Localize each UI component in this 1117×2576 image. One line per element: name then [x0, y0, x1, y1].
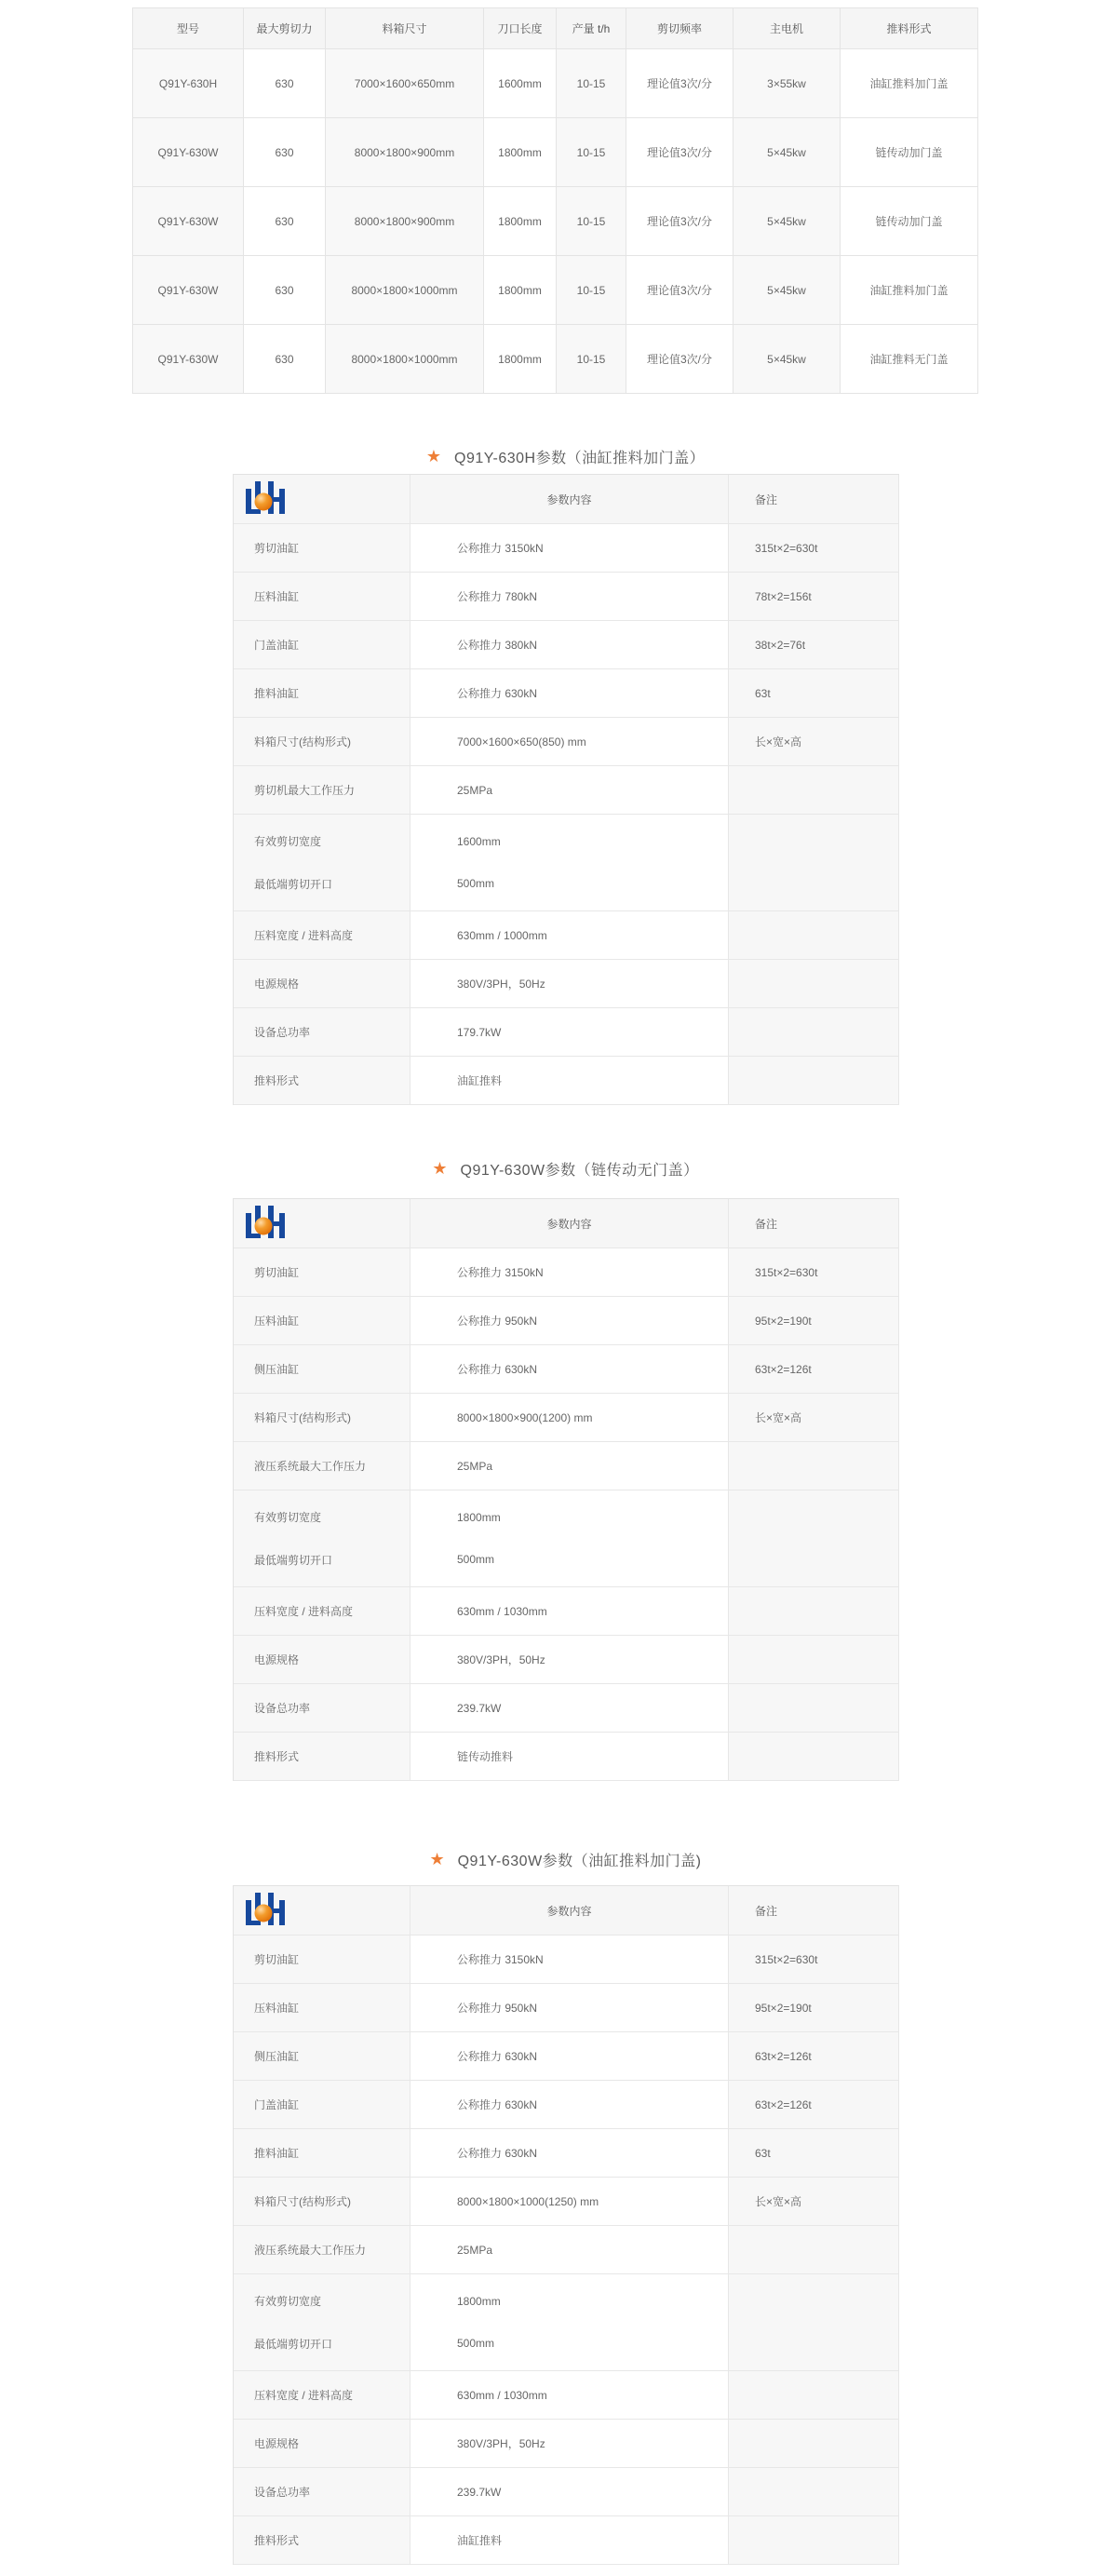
- spec-cell: 1800mm: [484, 118, 557, 187]
- param-label-cell: 侧压油缸: [234, 2032, 410, 2081]
- param-value-cell: 380V/3PH，50Hz: [410, 1636, 729, 1684]
- param-label-cell: 门盖油缸: [234, 621, 410, 669]
- param-table-q91y-630w-cylinder: [233, 1885, 899, 2565]
- spec-cell: Q91Y-630W: [133, 256, 244, 325]
- param-value-cell: 公称推力 630kN: [410, 2129, 729, 2178]
- param-value-cell: 公称推力 950kN: [410, 1297, 729, 1345]
- param-label-cell: 推料油缸: [234, 2129, 410, 2178]
- param-label-cell: 料箱尺寸(结构形式): [234, 718, 410, 766]
- spec-cell: 630: [244, 118, 326, 187]
- param-value-cell: 25MPa: [410, 766, 729, 815]
- spec-cell: 10-15: [557, 325, 626, 394]
- param-label: 有效剪切宽度: [254, 1511, 322, 1525]
- param-value-cell: 380V/3PH，50Hz: [410, 2420, 729, 2468]
- param-value-cell: 7000×1600×650(850) mm: [410, 718, 729, 766]
- param-note-cell: [729, 2468, 899, 2516]
- param-value-cell: 公称推力 630kN: [410, 669, 729, 718]
- param-note-cell: [729, 2516, 899, 2565]
- table-header-logo-cell: [234, 1199, 410, 1248]
- param-note-cell: 78t×2=156t: [729, 573, 899, 621]
- spec-cell: 10-15: [557, 118, 626, 187]
- param-note-cell: [729, 1057, 899, 1105]
- param-note-cell: 长×宽×高: [729, 718, 899, 766]
- param-label-cell: 剪切机最大工作压力: [234, 766, 410, 815]
- param-label-cell: 压料油缸: [234, 1984, 410, 2032]
- param-label-cell: 设备总功率: [234, 1684, 410, 1733]
- param-label: 最低端剪切开口: [254, 1553, 333, 1567]
- column-header-shear-frequency: 剪切频率: [626, 8, 733, 49]
- section-title-text: Q91Y-630W参数（油缸推料加门盖): [457, 1853, 702, 1869]
- spec-cell: 理论值3次/分: [626, 325, 733, 394]
- section-title-q91y-630h: [233, 446, 898, 466]
- param-label: 有效剪切宽度: [254, 835, 322, 849]
- param-label-cell: 压料油缸: [234, 1297, 410, 1345]
- param-note-cell: [729, 2420, 899, 2468]
- param-note-cell: 长×宽×高: [729, 2178, 899, 2226]
- brand-logo-icon: [245, 480, 286, 518]
- spec-cell: 630: [244, 49, 326, 118]
- param-label-cell: 推料形式: [234, 2516, 410, 2565]
- spec-cell: 理论值3次/分: [626, 118, 733, 187]
- param-label-cell: [234, 815, 410, 911]
- spec-cell: Q91Y-630H: [133, 49, 244, 118]
- spec-cell: 7000×1600×650mm: [326, 49, 484, 118]
- spec-cell: 理论值3次/分: [626, 49, 733, 118]
- param-label-cell: 门盖油缸: [234, 2081, 410, 2129]
- param-note-cell: 315t×2=630t: [729, 524, 899, 573]
- spec-cell: 1800mm: [484, 325, 557, 394]
- column-header-max-shear-force: 最大剪切力: [244, 8, 326, 49]
- param-value: 1800mm: [457, 1510, 501, 1524]
- param-note-cell: 长×宽×高: [729, 1394, 899, 1442]
- param-note-cell: [729, 1490, 899, 1587]
- param-value-cell: [410, 1490, 729, 1587]
- param-note-cell: [729, 2274, 899, 2371]
- param-note-cell: 315t×2=630t: [729, 1248, 899, 1297]
- spec-cell: 8000×1800×900mm: [326, 187, 484, 256]
- table-header-note: 备注: [729, 1886, 899, 1935]
- param-label-cell: 压料宽度 / 进料高度: [234, 2371, 410, 2420]
- param-note-cell: [729, 1733, 899, 1781]
- param-label: 最低端剪切开口: [254, 2337, 333, 2351]
- param-label-cell: 剪切油缸: [234, 1935, 410, 1984]
- spec-cell: 5×45kw: [733, 187, 841, 256]
- spec-cell: 5×45kw: [733, 118, 841, 187]
- param-label-cell: [234, 2274, 410, 2371]
- param-note-cell: [729, 2226, 899, 2274]
- spec-cell: 630: [244, 256, 326, 325]
- table-header-param: 参数内容: [410, 1886, 729, 1935]
- spec-cell: 630: [244, 325, 326, 394]
- param-value: 500mm: [457, 1553, 495, 1567]
- param-value-cell: 公称推力 3150kN: [410, 524, 729, 573]
- param-label-cell: 压料宽度 / 进料高度: [234, 1587, 410, 1636]
- param-value-cell: 25MPa: [410, 2226, 729, 2274]
- param-note-cell: 63t×2=126t: [729, 2032, 899, 2081]
- param-label-cell: 设备总功率: [234, 1008, 410, 1057]
- param-label-cell: 推料形式: [234, 1733, 410, 1781]
- param-value-cell: 25MPa: [410, 1442, 729, 1490]
- param-note-cell: 95t×2=190t: [729, 1297, 899, 1345]
- table-header-logo-cell: [234, 1886, 410, 1935]
- param-note-cell: 63t: [729, 669, 899, 718]
- param-value-cell: 链传动推料: [410, 1733, 729, 1781]
- param-value-cell: 239.7kW: [410, 1684, 729, 1733]
- spec-cell: 1600mm: [484, 49, 557, 118]
- param-label-cell: 压料宽度 / 进料高度: [234, 911, 410, 960]
- spec-cell: 10-15: [557, 187, 626, 256]
- param-note-cell: [729, 1684, 899, 1733]
- spec-cell: 油缸推料加门盖: [841, 49, 978, 118]
- param-note-cell: [729, 815, 899, 911]
- spec-cell: 链传动加门盖: [841, 187, 978, 256]
- column-header-push-type: 推料形式: [841, 8, 978, 49]
- column-header-box-size: 料箱尺寸: [326, 8, 484, 49]
- column-header-main-motor: 主电机: [733, 8, 841, 49]
- param-note-cell: [729, 1636, 899, 1684]
- param-label-cell: 侧压油缸: [234, 1345, 410, 1394]
- param-note-cell: 63t×2=126t: [729, 2081, 899, 2129]
- column-header-blade-length: 刀口长度: [484, 8, 557, 49]
- param-value-cell: 油缸推料: [410, 1057, 729, 1105]
- param-label-cell: 设备总功率: [234, 2468, 410, 2516]
- table-header-logo-cell: [234, 475, 410, 524]
- param-value-cell: 油缸推料: [410, 2516, 729, 2565]
- table-header-param: 参数内容: [410, 475, 729, 524]
- param-label-cell: [234, 1490, 410, 1587]
- param-note-cell: [729, 960, 899, 1008]
- param-note-cell: [729, 1442, 899, 1490]
- spec-cell: Q91Y-630W: [133, 187, 244, 256]
- param-value-cell: 8000×1800×900(1200) mm: [410, 1394, 729, 1442]
- param-value-cell: 公称推力 380kN: [410, 621, 729, 669]
- param-value-cell: 公称推力 630kN: [410, 2032, 729, 2081]
- param-value-cell: 公称推力 3150kN: [410, 1248, 729, 1297]
- spec-cell: 10-15: [557, 49, 626, 118]
- param-value: 1600mm: [457, 834, 501, 848]
- column-header-output: 产量 t/h: [557, 8, 626, 49]
- param-label-cell: 料箱尺寸(结构形式): [234, 2178, 410, 2226]
- spec-cell: 5×45kw: [733, 325, 841, 394]
- param-note-cell: 95t×2=190t: [729, 1984, 899, 2032]
- param-label-cell: 电源规格: [234, 2420, 410, 2468]
- param-value-cell: 179.7kW: [410, 1008, 729, 1057]
- param-table-q91y-630w-chain: [233, 1198, 899, 1781]
- param-value-cell: 公称推力 950kN: [410, 1984, 729, 2032]
- param-value-cell: 8000×1800×1000(1250) mm: [410, 2178, 729, 2226]
- spec-cell: 1800mm: [484, 187, 557, 256]
- param-value-cell: 239.7kW: [410, 2468, 729, 2516]
- param-value-cell: 630mm / 1030mm: [410, 2371, 729, 2420]
- table-header-param: 参数内容: [410, 1199, 729, 1248]
- param-label-cell: 剪切油缸: [234, 524, 410, 573]
- spec-cell: 8000×1800×900mm: [326, 118, 484, 187]
- param-value: 1800mm: [457, 2294, 501, 2308]
- param-note-cell: 315t×2=630t: [729, 1935, 899, 1984]
- param-table-q91y-630h: [233, 474, 899, 1105]
- section-title-q91y-630w-cylinder: [233, 1849, 898, 1869]
- param-value-cell: [410, 815, 729, 911]
- spec-cell: Q91Y-630W: [133, 325, 244, 394]
- param-note-cell: [729, 2371, 899, 2420]
- param-value-cell: 公称推力 630kN: [410, 1345, 729, 1394]
- param-note-cell: 63t×2=126t: [729, 1345, 899, 1394]
- section-title-q91y-630w-chain: [233, 1158, 898, 1179]
- spec-cell: 8000×1800×1000mm: [326, 325, 484, 394]
- section-title-text: Q91Y-630W参数（链传动无门盖）: [460, 1162, 699, 1179]
- param-note-cell: [729, 1587, 899, 1636]
- spec-cell: 10-15: [557, 256, 626, 325]
- spec-cell: 油缸推料加门盖: [841, 256, 978, 325]
- spec-cell: 630: [244, 187, 326, 256]
- spec-cell: 理论值3次/分: [626, 187, 733, 256]
- spec-cell: 3×55kw: [733, 49, 841, 118]
- param-note-cell: 63t: [729, 2129, 899, 2178]
- spec-cell: 8000×1800×1000mm: [326, 256, 484, 325]
- star-icon: ★: [429, 1850, 445, 1868]
- param-note-cell: 38t×2=76t: [729, 621, 899, 669]
- param-label: 最低端剪切开口: [254, 877, 333, 891]
- param-label-cell: 料箱尺寸(结构形式): [234, 1394, 410, 1442]
- param-value: 500mm: [457, 2337, 495, 2351]
- param-value: 500mm: [457, 877, 495, 891]
- param-label-cell: 液压系统最大工作压力: [234, 1442, 410, 1490]
- param-note-cell: [729, 911, 899, 960]
- param-label-cell: 电源规格: [234, 960, 410, 1008]
- spec-cell: 油缸推料无门盖: [841, 325, 978, 394]
- param-label: 有效剪切宽度: [254, 2295, 322, 2309]
- table-header-note: 备注: [729, 475, 899, 524]
- brand-logo-icon: [245, 1205, 286, 1242]
- param-label-cell: 推料油缸: [234, 669, 410, 718]
- spec-cell: 理论值3次/分: [626, 256, 733, 325]
- param-value-cell: 公称推力 630kN: [410, 2081, 729, 2129]
- param-value-cell: 630mm / 1030mm: [410, 1587, 729, 1636]
- column-header-model: 型号: [133, 8, 244, 49]
- param-label-cell: 电源规格: [234, 1636, 410, 1684]
- param-label-cell: 剪切油缸: [234, 1248, 410, 1297]
- param-label-cell: 压料油缸: [234, 573, 410, 621]
- spec-cell: 1800mm: [484, 256, 557, 325]
- spec-cell: 5×45kw: [733, 256, 841, 325]
- param-value-cell: [410, 2274, 729, 2371]
- spec-cell: 链传动加门盖: [841, 118, 978, 187]
- spec-cell: Q91Y-630W: [133, 118, 244, 187]
- param-value-cell: 380V/3PH，50Hz: [410, 960, 729, 1008]
- param-value-cell: 630mm / 1000mm: [410, 911, 729, 960]
- section-title-text: Q91Y-630H参数（油缸推料加门盖）: [454, 450, 706, 466]
- brand-logo-icon: [245, 1892, 286, 1929]
- models-spec-table: [132, 7, 978, 394]
- param-value-cell: 公称推力 780kN: [410, 573, 729, 621]
- param-label-cell: 液压系统最大工作压力: [234, 2226, 410, 2274]
- param-label-cell: 推料形式: [234, 1057, 410, 1105]
- table-header-note: 备注: [729, 1199, 899, 1248]
- star-icon: ★: [425, 447, 442, 465]
- param-value-cell: 公称推力 3150kN: [410, 1935, 729, 1984]
- param-note-cell: [729, 1008, 899, 1057]
- param-note-cell: [729, 766, 899, 815]
- star-icon: ★: [432, 1159, 448, 1178]
